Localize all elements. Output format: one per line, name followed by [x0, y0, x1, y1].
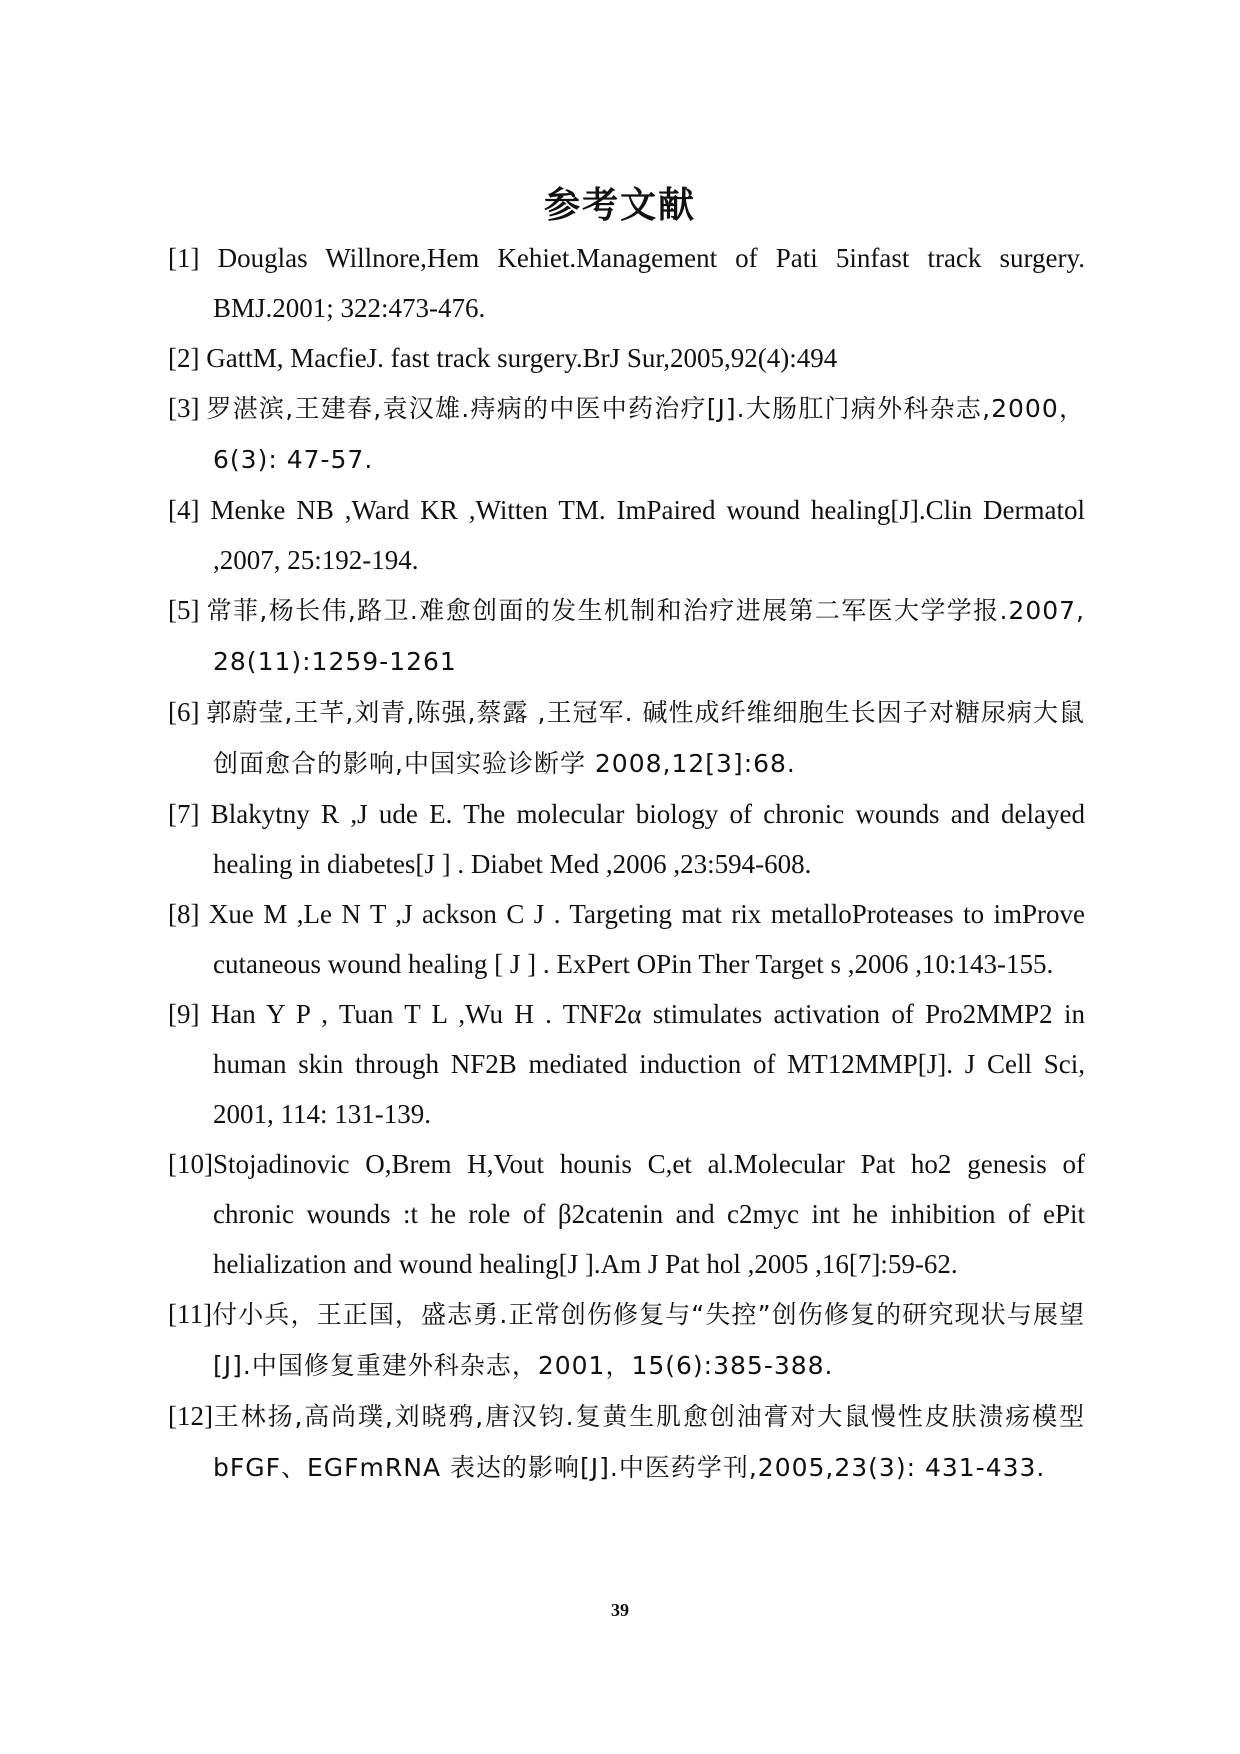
reference-item-6 — [168, 687, 1085, 789]
reference-item-9 — [168, 989, 1085, 1139]
reference-item-2 — [168, 333, 1085, 383]
reference-number: [7] — [168, 799, 200, 829]
reference-number: [4] — [168, 495, 200, 525]
reference-number: [11] — [168, 1299, 212, 1329]
reference-item-5 — [168, 585, 1085, 687]
reference-item-10 — [168, 1139, 1085, 1289]
reference-text: 付小兵，王正国，盛志勇.正常创伤修复与“失控”创伤修复的研究现状与展望[J].中国修复重建外科杂志，2001，15(6):385-388. — [211, 1300, 1085, 1380]
reference-text: 王林扬,高尚璞,刘晓鸦,唐汉钧.复黄生肌愈创油膏对大鼠慢性皮肤溃疡模型 bFGF、EGFmRNA 表达的影响[J].中医药学刊,2005,23(3): 431-433. — [212, 1402, 1085, 1482]
reference-text: Douglas Willnore,Hem Kehiet.Management of Pati 5infast track surgery. BMJ.2001; 322:473-476. — [213, 243, 1085, 323]
reference-item-7 — [168, 789, 1085, 889]
reference-item-11 — [168, 1289, 1085, 1391]
reference-item-3 — [168, 383, 1085, 485]
reference-item-1 — [168, 233, 1085, 333]
reference-text: Xue M ,Le N T ,J ackson C J . Targeting mat rix metalloProteases to imProve cutaneous wound healing [ J ] . ExPert OPin Ther Target s ,2006 ,10:143-155. — [208, 899, 1086, 979]
reference-item-8 — [168, 889, 1085, 989]
reference-number: [3] — [168, 393, 200, 423]
reference-text: 罗湛滨,王建春,袁汉雄.痔病的中医中药治疗[J].大肠肛门病外科杂志,2000，6(3): 47-57. — [206, 394, 1085, 474]
reference-number: [1] — [168, 243, 200, 273]
reference-text: GattM, MacfieJ. fast track surgery.BrJ Sur,2005,92(4):494 — [206, 343, 838, 373]
reference-text: 常菲,杨长伟,路卫.难愈创面的发生机制和治疗进展第二军医大学学报.2007, 28(11):1259-1261 — [206, 596, 1085, 676]
reference-number: [8] — [168, 899, 200, 929]
reference-text: Blakytny R ,J ude E. The molecular biology of chronic wounds and delayed healing in diabetes[J ] . Diabet Med ,2006 ,23:594-608. — [210, 799, 1086, 879]
reference-number: [2] — [168, 343, 200, 373]
page-number: 39 — [611, 1600, 629, 1620]
reference-number: [10] — [168, 1149, 213, 1179]
reference-item-4 — [168, 485, 1085, 585]
reference-text: Menke NB ,Ward KR ,Witten TM. ImPaired wound healing[J].Clin Dermatol ,2007, 25:192-194. — [210, 495, 1086, 575]
reference-number: [9] — [168, 999, 200, 1029]
reference-item-12 — [168, 1391, 1085, 1493]
reference-list — [168, 233, 1085, 1493]
reference-number: [5] — [168, 595, 200, 625]
reference-text: Han Y P , Tuan T L ,Wu H . TNF2α stimulates activation of Pro2MMP2 in human skin through NF2B mediated induction of MT12MMP[J]. J Cell Sci, 2001, 114: 131-139. — [210, 999, 1085, 1129]
reference-number: [12] — [168, 1401, 213, 1431]
reference-text: Stojadinovic O,Brem H,Vout hounis C,et al.Molecular Pat ho2 genesis of chronic wounds :t he role of β2catenin and c2myc int he inhibition of ePit helialization and wound healing[J ].Am J Pat hol ,2005 ,16[7]:59-62. — [212, 1149, 1085, 1279]
reference-text: 郭蔚莹,王芊,刘青,陈强,蔡露 ,王冠军. 碱性成纤维细胞生长因子对糖尿病大鼠创面愈合的影响,中国实验诊断学 2008,12[3]:68. — [206, 698, 1085, 778]
reference-number: [6] — [168, 697, 200, 727]
page-title: 参考文献 — [543, 185, 696, 227]
